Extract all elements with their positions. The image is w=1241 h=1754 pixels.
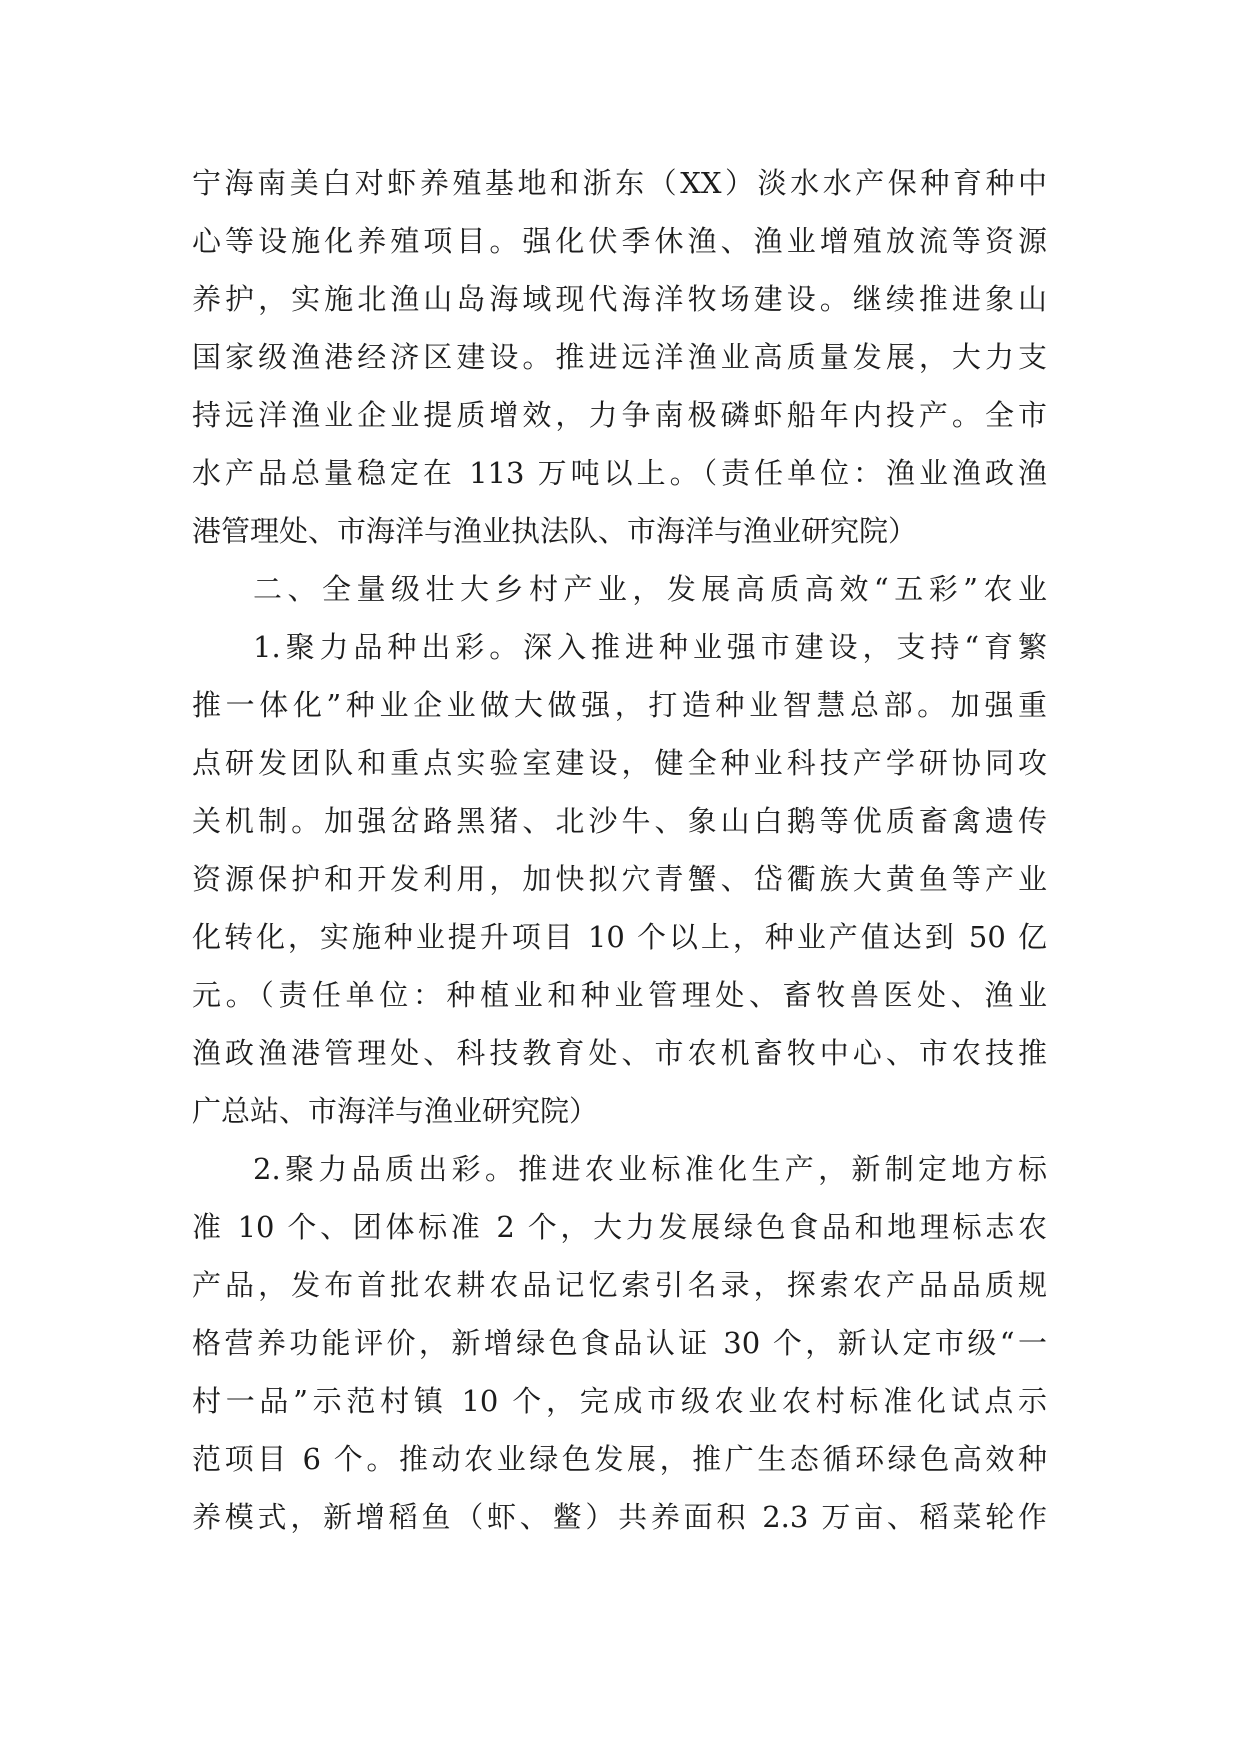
body-text <box>192 154 1047 1546</box>
text-line: 准 10 个、团体标准 2 个，大力发展绿色食品和地理标志农 <box>192 1210 1047 1244</box>
text-line: 国家级渔港经济区建设。推进远洋渔业高质量发展，大力支 <box>192 340 1047 374</box>
text-line: 养护，实施北渔山岛海域现代海洋牧场建设。继续推进象山 <box>192 282 1047 316</box>
text-line: 产品，发布首批农耕农品记忆索引名录，探索农产品品质规 <box>192 1268 1047 1302</box>
text-line: 持远洋渔业企业提质增效，力争南极磷虾船年内投产。全市 <box>192 398 1047 432</box>
text-line: 宁海南美白对虾养殖基地和浙东（XX）淡水水产保种育种中 <box>192 166 1047 200</box>
text-line: 渔政渔港管理处、科技教育处、市农机畜牧中心、市农技推 <box>192 1036 1047 1070</box>
text-line: 广总站、市海洋与渔业研究院） <box>192 1094 599 1128</box>
text-line: 村一品”示范村镇 10 个，完成市级农业农村标准化试点示 <box>192 1384 1047 1418</box>
text-line: 心等设施化养殖项目。强化伏季休渔、渔业增殖放流等资源 <box>192 224 1047 258</box>
section-heading: 二、全量级壮大乡村产业，发展高质高效“五彩”农业 <box>253 572 1047 606</box>
text-line: 元。（责任单位：种植业和种业管理处、畜牧兽医处、渔业 <box>192 978 1047 1012</box>
text-line: 关机制。加强岔路黑猪、北沙牛、象山白鹅等优质畜禽遗传 <box>192 804 1047 838</box>
text-line: 范项目 6 个。推动农业绿色发展，推广生态循环绿色高效种 <box>192 1442 1047 1476</box>
text-line: 水产品总量稳定在 113 万吨以上。（责任单位：渔业渔政渔 <box>192 456 1047 490</box>
text-line: 养模式，新增稻鱼（虾、鳖）共养面积 2.3 万亩、稻菜轮作 <box>192 1500 1047 1534</box>
text-line: 2.聚力品质出彩。推进农业标准化生产，新制定地方标 <box>253 1152 1047 1186</box>
text-line: 点研发团队和重点实验室建设，健全种业科技产学研协同攻 <box>192 746 1047 780</box>
text-line: 资源保护和开发利用，加快拟穴青蟹、岱衢族大黄鱼等产业 <box>192 862 1047 896</box>
text-line: 推一体化”种业企业做大做强，打造种业智慧总部。加强重 <box>192 688 1047 722</box>
text-line: 港管理处、市海洋与渔业执法队、市海洋与渔业研究院） <box>192 514 918 548</box>
text-line: 化转化，实施种业提升项目 10 个以上，种业产值达到 50 亿 <box>192 920 1047 954</box>
text-line: 格营养功能评价，新增绿色食品认证 30 个，新认定市级“一 <box>192 1326 1047 1360</box>
text-line: 1.聚力品种出彩。深入推进种业强市建设，支持“育繁 <box>253 630 1047 664</box>
